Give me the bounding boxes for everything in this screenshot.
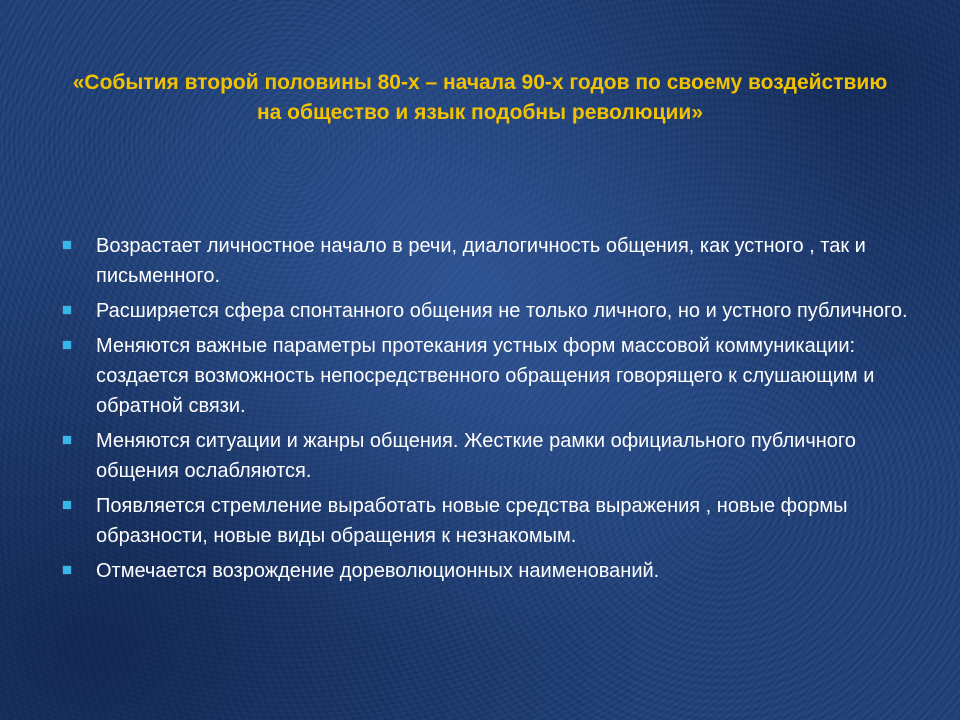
square-bullet-icon [63,341,71,349]
square-bullet-icon [63,306,71,314]
square-bullet-icon [63,241,71,249]
bullet-item [60,296,910,326]
slide-title: «События второй половины 80-х – начала 90-х годов по своему воздействию на общество и язык подобны революции» [72,71,888,124]
bullet-text: Появляется стремление выработать новые средства выражения , новые формы образности, новые виды обращения к незнакомым. [96,495,848,547]
bullet-text: Отмечается возрождение дореволюционных наименований. [96,560,660,582]
bullet-item [60,231,910,291]
bullet-item [60,556,910,586]
bullet-text: Расширяется сфера спонтанного общения не только личного, но и устного публичного. [96,300,908,322]
bullet-item [60,491,910,551]
bullet-item [60,426,910,486]
square-bullet-icon [63,501,71,509]
bullet-item [60,331,910,421]
bullet-text: Возрастает личностное начало в речи, диалогичность общения, как устного , так и письменного. [96,235,866,287]
square-bullet-icon [63,566,71,574]
square-bullet-icon [63,436,71,444]
bullet-text: Меняются ситуации и жанры общения. Жесткие рамки официального публичного общения ослабляются. [96,430,856,482]
bullet-text: Меняются важные параметры протекания устных форм массовой коммуникации: создается возможность непосредственного обращения говорящего к слушающим и обратной связи. [96,335,875,417]
bullet-list [60,231,910,591]
